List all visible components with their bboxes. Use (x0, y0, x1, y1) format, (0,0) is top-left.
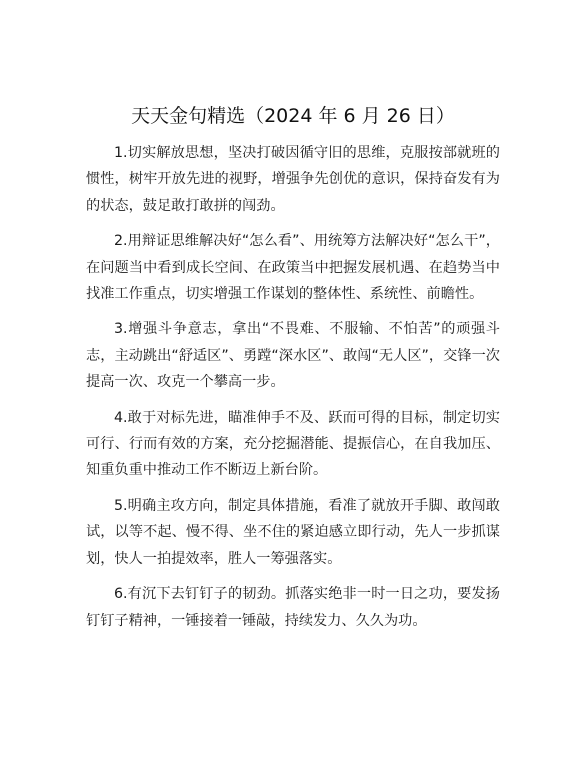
document-body (86, 140, 500, 643)
paragraph-2: 2.用辩证思维解决好“怎么看”、用统筹方法解决好“怎么干”，在问题当中看到成长空间、在政策当中把握发展机遇、在趋势当中找准工作重点，切实增强工作谋划的整体性、系统性、前瞻性。 (86, 233, 500, 303)
paragraph-6: 6.有沉下去钉钉子的韧劲。抓落实绝非一时一日之功，要发扬钉钉子精神，一锤接着一锤敲，持续发力、久久为功。 (86, 586, 500, 629)
paragraph-5: 5.明确主攻方向，制定具体措施，看准了就放开手脚、敢闯敢试，以等不起、慢不得、坐不住的紧迫感立即行动，先人一步抓谋划，快人一拍提效率，胜人一筹强落实。 (86, 497, 500, 567)
paragraph-4: 4.敢于对标先进，瞄准伸手不及、跃而可得的目标，制定切实可行、行而有效的方案，充分挖掘潜能、提振信心，在自我加压、知重负重中推动工作不断迈上新台阶。 (86, 409, 500, 479)
paragraph-3: 3.增强斗争意志，拿出“不畏难、不服输、不怕苦”的顽强斗志，主动跳出“舒适区”、勇蹚“深水区”、敢闯“无人区”，交锋一次提高一次、攻克一个攀高一步。 (86, 321, 500, 391)
paragraph-1: 1.切实解放思想，坚决打破因循守旧的思维，克服按部就班的惯性，树牢开放先进的视野，增强争先创优的意识，保持奋发有为的状态，鼓足敢打敢拼的闯劲。 (86, 145, 500, 214)
document-title: 天天金句精选（2024 年 6 月 26 日） (131, 105, 455, 127)
